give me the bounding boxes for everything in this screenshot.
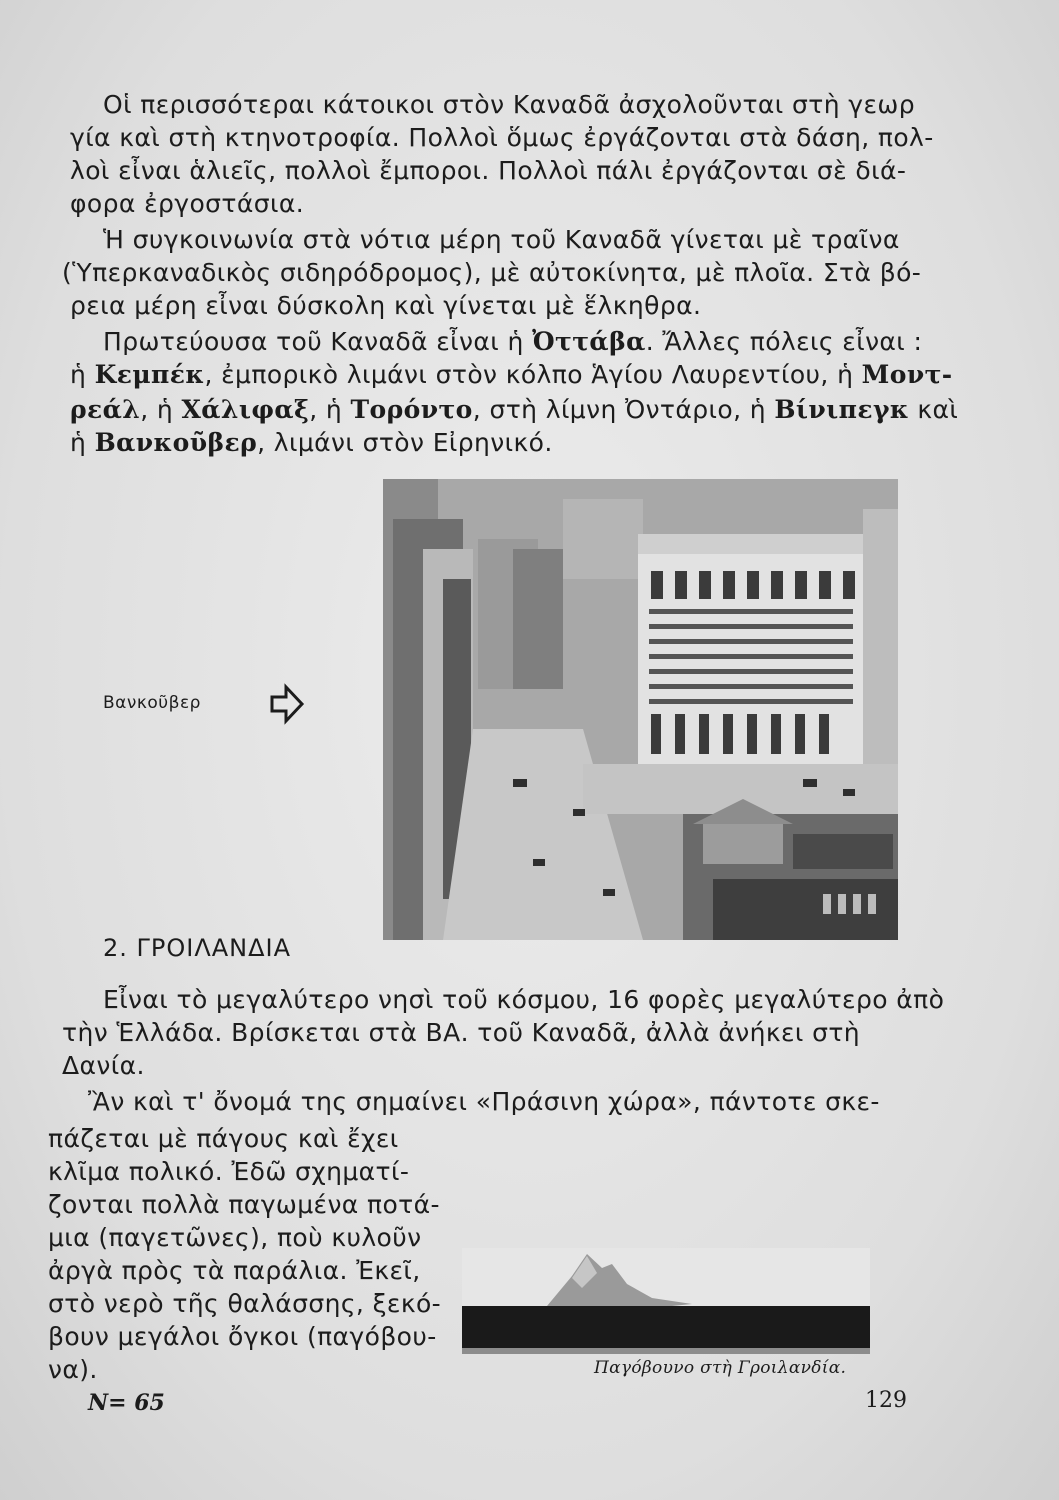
city-ottawa: Ὀττάβα xyxy=(532,327,646,356)
city-quebec: Κεμπέκ xyxy=(94,360,205,389)
text-line: βουν μεγάλοι ὄγκοι (παγόβου- xyxy=(48,1322,437,1351)
section-heading: 2. ΓΡΟΙΛΑΝΔΙΑ xyxy=(103,934,292,962)
text-line: Οἱ περισσότεραι κάτοικοι στὸν Καναδᾶ ἀσχολοῦνται στὴ γεωρ xyxy=(103,90,915,119)
text-line: ἡ Κεμπέκ, ἐμπορικὸ λιμάνι στὸν κόλπο Ἁγίου Λαυρεντίου, ἡ Μοντ- xyxy=(70,360,953,389)
text-line: Ἂν καὶ τ' ὄνομά της σημαίνει «Πράσινη χώρα», πάντοτε σκε- xyxy=(88,1087,880,1116)
text-line: λοὶ εἶναι ἁλιεῖς, πολλοὶ ἔμποροι. Πολλοὶ πάλι ἐργάζονται σὲ διά- xyxy=(70,156,907,185)
text-line: πάζεται μὲ πάγους καὶ ἔχει xyxy=(48,1124,399,1153)
city-winnipeg: Βίνιπεγκ xyxy=(774,395,909,424)
city-vancouver: Βανκοῦβερ xyxy=(94,428,258,457)
text-line: μια (παγετῶνες), ποὺ κυλοῦν xyxy=(48,1223,422,1252)
city-toronto: Τορόντο xyxy=(350,395,473,424)
city-montreal: Μοντ- xyxy=(861,360,953,389)
iceberg-caption: Παγόβουνο στὴ Γροιλανδία. xyxy=(594,1358,847,1378)
text-line: ρεια μέρη εἶναι δύσκολη καὶ γίνεται μὲ ἕλκηθρα. xyxy=(70,291,702,320)
page-number: 129 xyxy=(865,1388,907,1413)
pointing-arrow-icon xyxy=(268,683,308,725)
text-line: φορα ἐργοστάσια. xyxy=(70,189,305,218)
text-line: (Ὑπερκαναδικὸς σιδηρόδρομος), μὲ αὐτοκίνητα, μὲ πλοῖα. Στὰ βό- xyxy=(62,258,922,287)
sheet-number: Ν= 65 xyxy=(88,1390,165,1416)
text-line: Εἶναι τὸ μεγαλύτερο νησὶ τοῦ κόσμου, 16 φορὲς μεγαλύτερο ἀπὸ xyxy=(103,985,945,1014)
text-line: Πρωτεύουσα τοῦ Καναδᾶ εἶναι ἡ Ὀττάβα. Ἄλλες πόλεις εἶναι : xyxy=(103,327,923,356)
vancouver-city-photo xyxy=(383,479,898,940)
photo-label-vancouver: Βανκοῦβερ xyxy=(103,693,201,713)
text-line: στὸ νερὸ τῆς θαλάσσης, ξεκό- xyxy=(48,1289,442,1318)
text-line: ζονται πολλὰ παγωμένα ποτά- xyxy=(48,1190,440,1219)
text-line: Δανία. xyxy=(62,1051,145,1080)
city-halifax: Χάλιφαξ xyxy=(181,395,310,424)
text-line: να). xyxy=(48,1355,98,1384)
text-line: Ἡ συγκοινωνία στὰ νότια μέρη τοῦ Καναδᾶ γίνεται μὲ τραῖνα xyxy=(103,225,900,254)
iceberg-photo xyxy=(462,1248,870,1354)
text-line: γία καὶ στὴ κτηνοτροφία. Πολλοὶ ὅμως ἐργάζονται στὰ δάση, πολ- xyxy=(70,123,934,152)
text-line: τὴν Ἑλλάδα. Βρίσκεται στὰ ΒΑ. τοῦ Καναδᾶ, ἀλλὰ ἀνήκει στὴ xyxy=(62,1018,861,1047)
text-line: ἀργὰ πρὸς τὰ παράλια. Ἐκεῖ, xyxy=(48,1256,421,1285)
text-line: ρεάλ, ἡ Χάλιφαξ, ἡ Τορόντο, στὴ λίμνη Ὀντάριο, ἡ Βίνιπεγκ καὶ xyxy=(70,395,959,424)
text-line: ἡ Βανκοῦβερ, λιμάνι στὸν Εἰρηνικό. xyxy=(70,428,553,457)
text-line: κλῖμα πολικό. Ἐδῶ σχηματί- xyxy=(48,1157,410,1186)
